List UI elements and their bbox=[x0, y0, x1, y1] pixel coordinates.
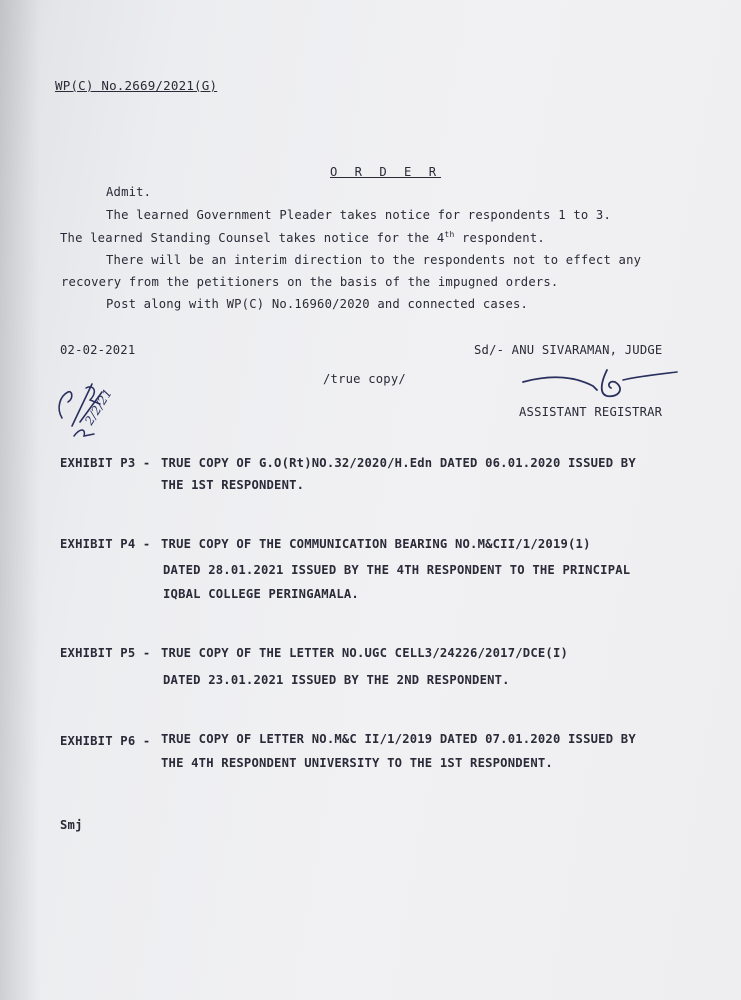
order-heading: O R D E R bbox=[330, 165, 442, 179]
registrar-signature bbox=[515, 368, 685, 408]
exhibit-label: EXHIBIT P5 - bbox=[60, 646, 151, 660]
order-line-interim-direction: There will be an interim direction to the respondents not to effect any bbox=[106, 253, 642, 267]
case-number: WP(C) No.2669/2021(G) bbox=[55, 78, 218, 93]
order-line-standing-counsel: The learned Standing Counsel takes notice for the 4th respondent. bbox=[60, 229, 545, 245]
page-edge-shadow bbox=[0, 0, 40, 1000]
exhibit-text-line: TRUE COPY OF LETTER NO.M&C II/1/2019 DATED 07.01.2020 ISSUED BY bbox=[161, 732, 636, 746]
order-line-recovery: recovery from the petitioners on the basis of the impugned orders. bbox=[61, 275, 559, 289]
exhibit-label: EXHIBIT P4 - bbox=[60, 537, 151, 551]
true-copy-label: /true copy/ bbox=[323, 372, 406, 386]
exhibit-text-line: TRUE COPY OF G.O(Rt)NO.32/2020/H.Edn DATED 06.01.2020 ISSUED BY bbox=[161, 456, 636, 470]
exhibit-text-line: TRUE COPY OF THE LETTER NO.UGC CELL3/24226/2017/DCE(I) bbox=[161, 646, 569, 660]
order-line-govt-pleader: The learned Government Pleader takes notice for respondents 1 to 3. bbox=[106, 208, 612, 222]
handwritten-date: 2/2/21 bbox=[82, 386, 115, 428]
order-date: 02-02-2021 bbox=[60, 343, 136, 357]
order-line-post-along: Post along with WP(C) No.16960/2020 and connected cases. bbox=[106, 297, 529, 311]
typist-initials: Smj bbox=[60, 818, 83, 832]
exhibit-text-line: THE 1ST RESPONDENT. bbox=[161, 478, 305, 492]
judge-signature-line: Sd/- ANU SIVARAMAN, JUDGE bbox=[474, 343, 663, 357]
exhibit-text-line: TRUE COPY OF THE COMMUNICATION BEARING NO.M&CII/1/2019(1) bbox=[161, 537, 591, 551]
exhibit-text-line: DATED 23.01.2021 ISSUED BY THE 2ND RESPONDENT. bbox=[163, 673, 510, 687]
order-line-admit: Admit. bbox=[106, 185, 152, 199]
exhibit-text-line: IQBAL COLLEGE PERINGAMALA. bbox=[163, 587, 359, 601]
exhibit-label: EXHIBIT P3 - bbox=[60, 456, 151, 470]
exhibit-text-line: THE 4TH RESPONDENT UNIVERSITY TO THE 1ST RESPONDENT. bbox=[161, 756, 553, 770]
exhibit-text-line: DATED 28.01.2021 ISSUED BY THE 4TH RESPONDENT TO THE PRINCIPAL bbox=[163, 563, 631, 577]
assistant-registrar-label: ASSISTANT REGISTRAR bbox=[519, 405, 663, 419]
exhibit-label: EXHIBIT P6 - bbox=[60, 734, 151, 748]
